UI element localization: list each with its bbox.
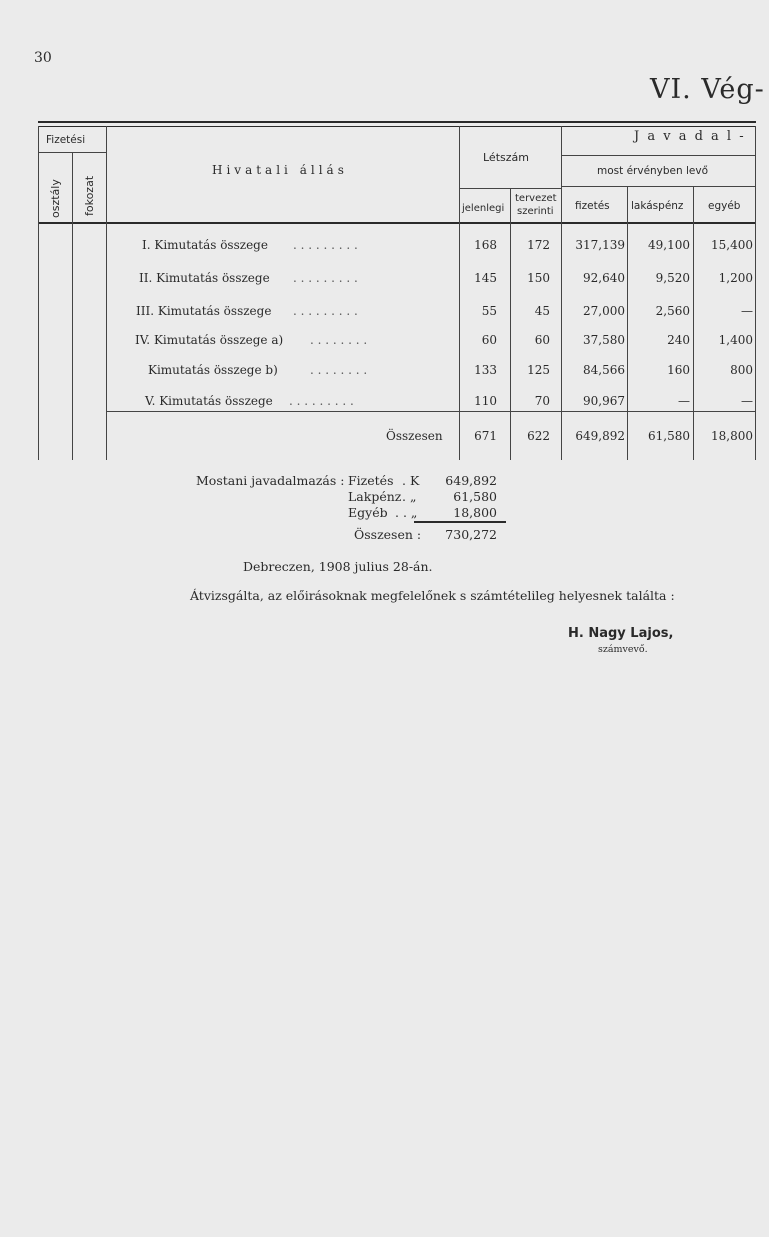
cell-egyeb: 1,200 bbox=[718, 271, 753, 285]
col-line bbox=[627, 186, 628, 460]
summary-line-value: 649,892 bbox=[445, 473, 497, 488]
cell-jelenlegi: 55 bbox=[481, 304, 497, 318]
cell-fizetes: 92,640 bbox=[583, 271, 625, 285]
col-line bbox=[459, 126, 460, 460]
cell-lakaspenz: 160 bbox=[667, 363, 690, 377]
summary-line-currency: . . „ bbox=[395, 505, 418, 520]
cell-lakaspenz: 49,100 bbox=[648, 238, 690, 252]
cell-lakaspenz: 9,520 bbox=[655, 271, 690, 285]
summary-total-label: Összesen : bbox=[354, 527, 422, 542]
javadal-divider bbox=[561, 155, 756, 156]
cell-jelenlegi: 145 bbox=[474, 271, 497, 285]
row-dots: . . . . . . . . . bbox=[293, 304, 358, 318]
summary-total-value: 730,272 bbox=[445, 527, 497, 542]
table-top-rule-thin bbox=[38, 126, 756, 127]
cell-tervezet: 172 bbox=[527, 238, 550, 252]
total-egyeb: 18,800 bbox=[711, 429, 753, 443]
header-tervezet: tervezet bbox=[515, 193, 557, 204]
header-most-ervenyben: most érvényben levő bbox=[597, 165, 709, 177]
row-label: V. Kimutatás összege bbox=[145, 394, 273, 408]
place-date: Debreczen, 1908 julius 28-án. bbox=[243, 559, 433, 574]
total-label: Összesen bbox=[386, 429, 443, 443]
row-dots: . . . . . . . . . bbox=[289, 394, 354, 408]
cell-tervezet: 45 bbox=[534, 304, 550, 318]
cell-tervezet: 70 bbox=[534, 394, 550, 408]
header-szerinti: szerinti bbox=[517, 206, 554, 217]
header-fizetes: fizetés bbox=[575, 200, 610, 212]
total-fizetes: 649,892 bbox=[575, 429, 625, 443]
col-line bbox=[510, 188, 511, 460]
row-dots: . . . . . . . . . bbox=[293, 271, 358, 285]
row-label: II. Kimutatás összege bbox=[139, 271, 270, 285]
header-javadal: J a v a d a l - bbox=[634, 129, 746, 144]
cell-tervezet: 150 bbox=[527, 271, 550, 285]
row-label: III. Kimutatás összege bbox=[136, 304, 272, 318]
cell-tervezet: 125 bbox=[527, 363, 550, 377]
cell-lakaspenz: 2,560 bbox=[655, 304, 690, 318]
col-line bbox=[561, 126, 562, 460]
cell-tervezet: 60 bbox=[534, 333, 550, 347]
summary-underline bbox=[414, 521, 506, 523]
cell-jelenlegi: 168 bbox=[474, 238, 497, 252]
cell-egyeb: 15,400 bbox=[711, 238, 753, 252]
row-label: I. Kimutatás összege bbox=[142, 238, 268, 252]
header-osztaly: osztály bbox=[49, 179, 62, 218]
cell-jelenlegi: 110 bbox=[474, 394, 497, 408]
cell-egyeb: — bbox=[741, 394, 753, 408]
header-lakaspenz: lakáspénz bbox=[631, 200, 684, 212]
signature-name: H. Nagy Lajos, bbox=[568, 626, 674, 641]
header-divider bbox=[38, 222, 756, 224]
total-lakaspenz: 61,580 bbox=[648, 429, 690, 443]
header-letszam: Létszám bbox=[483, 151, 529, 164]
cell-egyeb: — bbox=[741, 304, 753, 318]
summary-line-label: Lakpénz bbox=[348, 489, 402, 504]
section-heading: VI. Vég- bbox=[650, 74, 765, 105]
summary-line-value: 18,800 bbox=[453, 505, 497, 520]
row-dots: . . . . . . . . bbox=[310, 363, 368, 377]
summary-line-value: 61,580 bbox=[453, 489, 497, 504]
col-line bbox=[72, 152, 73, 460]
row-dots: . . . . . . . . bbox=[310, 333, 368, 347]
row-dots: . . . . . . . . . bbox=[293, 238, 358, 252]
javadal-sub-divider bbox=[561, 186, 756, 187]
cell-egyeb: 800 bbox=[730, 363, 753, 377]
cell-jelenlegi: 60 bbox=[481, 333, 497, 347]
cell-fizetes: 37,580 bbox=[583, 333, 625, 347]
total-jelenlegi: 671 bbox=[474, 429, 497, 443]
row-label: Kimutatás összege b) bbox=[148, 363, 278, 377]
cell-jelenlegi: 133 bbox=[474, 363, 497, 377]
col-line bbox=[106, 126, 107, 460]
cell-fizetes: 90,967 bbox=[583, 394, 625, 408]
approval-statement: Átvizsgálta, az előirásoknak megfelelőnek s számtételileg helyesnek találta : bbox=[190, 588, 675, 603]
col-line bbox=[755, 126, 756, 460]
page-number: 30 bbox=[34, 50, 52, 66]
header-jelenlegi: jelenlegi bbox=[462, 203, 505, 214]
signature-title: számvevő. bbox=[598, 644, 648, 655]
cell-lakaspenz: 240 bbox=[667, 333, 690, 347]
summary-line-currency: . K bbox=[402, 473, 420, 488]
header-fokozat: fokozat bbox=[83, 175, 96, 216]
summary-line-currency: . „ bbox=[402, 489, 417, 504]
header-egyeb: egyéb bbox=[708, 200, 741, 212]
total-tervezet: 622 bbox=[527, 429, 550, 443]
col-line bbox=[693, 186, 694, 460]
col-line bbox=[38, 126, 39, 460]
table-top-rule bbox=[38, 121, 756, 123]
summary-line-label: Fizetés bbox=[348, 473, 394, 488]
cell-fizetes: 27,000 bbox=[583, 304, 625, 318]
header-hivatali-allas: Hivatali állás bbox=[212, 163, 348, 177]
cell-lakaspenz: — bbox=[678, 394, 690, 408]
cell-egyeb: 1,400 bbox=[718, 333, 753, 347]
summary-intro: Mostani javadalmazás : bbox=[196, 473, 345, 488]
cell-fizetes: 317,139 bbox=[575, 238, 625, 252]
summary-line-label: Egyéb bbox=[348, 505, 388, 520]
cell-fizetes: 84,566 bbox=[583, 363, 625, 377]
total-divider bbox=[106, 411, 756, 412]
row-label: IV. Kimutatás összege a) bbox=[135, 333, 284, 347]
header-fizetesi: Fizetési bbox=[46, 134, 86, 146]
